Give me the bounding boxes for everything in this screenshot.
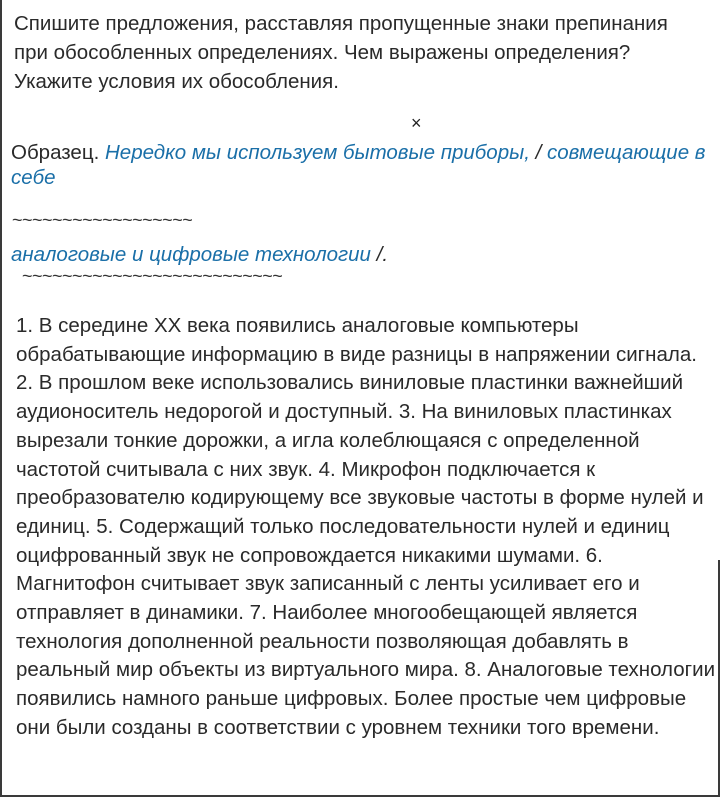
sample-sentence-continued bbox=[11, 242, 388, 267]
sample-lead: Образец. bbox=[11, 141, 100, 164]
sample-part-2: совмещающие в себе bbox=[11, 141, 706, 189]
sample-underline-wavy-bottom: ~~~~~~~~~~~~~~~~~~~~~~~~~~ bbox=[22, 266, 283, 286]
sample-underline-wavy-top: ~~~~~~~~~~~~~~~~~~ bbox=[12, 210, 193, 230]
sample-slash-2: /. bbox=[376, 243, 389, 266]
sample-part-1: Нередко мы используем бытовые приборы, bbox=[104, 141, 530, 164]
task-instruction: Спишите предложения, расставляя пропущенные знаки препинания при обособленных определениях. Чем выражены определения? Укажите условия их обособления. bbox=[14, 12, 668, 93]
sample-sentence bbox=[11, 140, 717, 190]
sample-slash-1: / bbox=[535, 141, 542, 164]
sample-part-3: аналоговые и цифровые технологии bbox=[11, 243, 371, 266]
exercise-text: 1. В середине XX века появились аналоговые компьютеры обрабатывающие информацию в виде разницы в напряжении сигнала. 2. В прошлом веке использовались виниловые пластинки важнейший аудионоситель недорогой и доступный. 3. На виниловых пластинках вырезали тонкие дорожки, а игла колеблющаяся с определенной частотой считывала с них звук. 4. Микрофон подключается к преобразователю кодирующему все звуковые частоты в форме нулей и единиц. 5. Содержащий только последовательности нулей и единиц оцифрованный звук не сопровождается никакими шумами. 6. Магнитофон считывает звук записанный с ленты усиливает его и отправляет в динамики. 7. Наиболее многообещающей является технология дополненной реальности позволяющая добавлять в реальный мир объекты из виртуального мира. 8. Аналоговые технологии появились намного раньше цифровых. Более простые чем цифровые они были созданы в соответствии с уровнем техники того времени. bbox=[16, 314, 716, 739]
close-icon[interactable]: × bbox=[411, 113, 422, 133]
frame-left-border bbox=[0, 0, 2, 797]
